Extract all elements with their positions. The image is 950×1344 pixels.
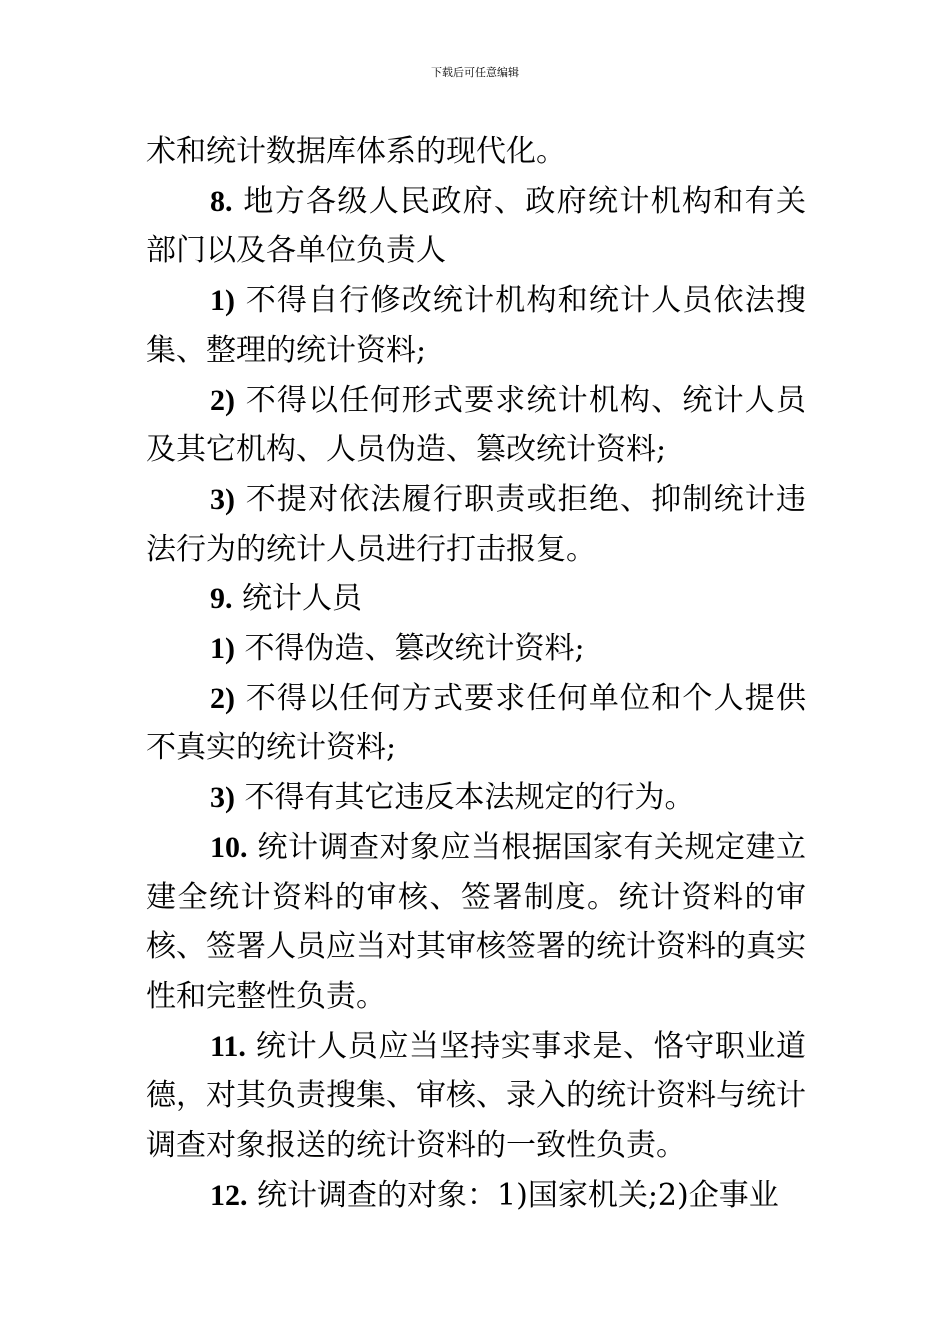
paragraph-number: 2) — [210, 681, 235, 715]
paragraph-text: 不得以任何方式要求任何单位和个人提供不真实的统计资料; — [146, 680, 806, 766]
paragraph-8 — [146, 773, 806, 823]
paragraph-number: 12. — [210, 1178, 248, 1212]
paragraph-1 — [146, 177, 806, 276]
paragraph-2 — [146, 276, 806, 375]
paragraph-text: 不提对依法履行职责或拒绝、抑制统计违法行为的统计人员进行打击报复。 — [146, 481, 806, 567]
paragraph-text: 统计调查对象应当根据国家有关规定建立建全统计资料的审核、签署制度。统计资料的审核、签署人员应当对其审核签署的统计资料的真实性和完整性负责。 — [146, 829, 806, 1014]
page-header: 下载后可任意编辑 — [431, 66, 519, 79]
paragraph-text: 统计人员 — [232, 581, 363, 617]
paragraph-number: 1) — [210, 284, 235, 318]
paragraph-text: 统计人员应当坚持实事求是、恪守职业道德，对其负责搜集、审核、录入的统计资料与统计调查对象报送的统计资料的一致性负责。 — [146, 1028, 806, 1164]
document-body — [146, 127, 806, 1220]
paragraph-10 — [146, 1022, 806, 1171]
paragraph-7 — [146, 674, 806, 773]
paragraph-6 — [146, 624, 806, 674]
paragraph-3 — [146, 376, 806, 475]
paragraph-11 — [146, 1171, 806, 1221]
paragraph-text: 不得以任何形式要求统计机构、统计人员及其它机构、人员伪造、篡改统计资料; — [146, 382, 806, 468]
paragraph-text: 术和统计数据库体系的现代化。 — [146, 134, 566, 169]
paragraph-number: 1) — [210, 632, 235, 666]
paragraph-text: 统计调查的对象：1)国家机关;2)企事业 — [247, 1177, 779, 1213]
paragraph-text: 不得伪造、篡改统计资料; — [235, 631, 585, 667]
paragraph-9 — [146, 823, 806, 1022]
paragraph-number: 10. — [210, 830, 248, 864]
paragraph-number: 2) — [210, 383, 235, 417]
paragraph-5 — [146, 574, 806, 624]
paragraph-4 — [146, 475, 806, 574]
paragraph-text: 不得有其它违反本法规定的行为。 — [235, 780, 695, 816]
paragraph-number: 8. — [210, 184, 233, 218]
paragraph-text: 不得自行修改统计机构和统计人员依法搜集、整理的统计资料; — [146, 283, 806, 368]
paragraph-number: 11. — [210, 1029, 246, 1063]
paragraph-number: 3) — [210, 781, 235, 815]
paragraph-number: 3) — [210, 482, 235, 516]
paragraph-text: 地方各级人民政府、政府统计机构和有关部门以及各单位负责人 — [146, 183, 806, 269]
paragraph-0 — [146, 127, 806, 177]
paragraph-number: 9. — [210, 582, 233, 616]
